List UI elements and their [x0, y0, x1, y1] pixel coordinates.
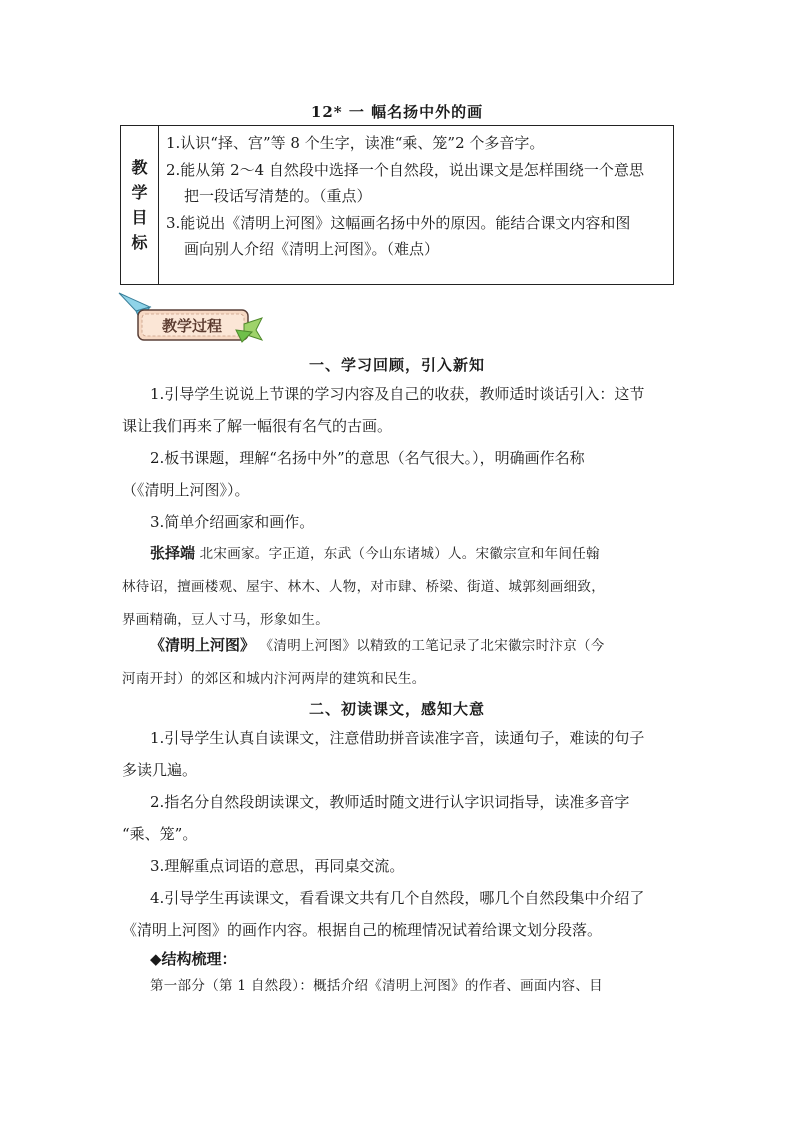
structure-heading: ◆结构梳理：	[150, 950, 237, 968]
paragraph-line: 1.引导学生认真自读课文，注意借助拼音读准字音，读通句子，难读的句子	[150, 729, 645, 747]
painting-name: 《清明上河图》	[150, 636, 256, 654]
section-1-paragraph-1	[122, 378, 682, 442]
paragraph-line: 《清明上河图》以精致的工笔记录了北宋徽宗时汴京（今	[259, 638, 605, 654]
goals-label-char: 学	[131, 183, 148, 202]
goal-item-3: 3.能说出《清明上河图》这幅画名扬中外的原因。能结合课文内容和图	[166, 213, 631, 232]
goal-item-2-continued: 把一段话写清楚的。（重点）	[184, 187, 372, 205]
paragraph-line: “乘、笼”。	[122, 825, 198, 843]
paragraph-line: 北宋画家。字正道，东武（今山东诸城）人。宋徽宗宣和年间任翰	[199, 546, 600, 562]
painting-introduction	[122, 629, 682, 696]
section-2-heading: 二、初读课文，感知大意	[308, 700, 485, 718]
painter-introduction	[122, 537, 682, 637]
teaching-goals-list	[166, 130, 667, 263]
paper-plane-banner-graphic	[116, 290, 266, 346]
goals-label-char: 标	[131, 233, 148, 252]
paragraph-line: 2.板书课题，理解“名扬中外”的意思（名气很大。），明确画作名称	[150, 449, 585, 467]
paragraph-line: 多读几遍。	[122, 761, 198, 779]
paragraph-line: 课让我们再来了解一幅很有名气的古画。	[122, 417, 393, 435]
teaching-goals-label	[121, 126, 159, 284]
paragraph-line: 《清明上河图》的画作内容。根据自己的梳理情况试着给课文划分段落。	[122, 921, 603, 939]
goal-item-1: 1.认识“择、宫”等 8 个生字，读准“乘、笼”2 个多音字。	[166, 134, 545, 152]
teaching-goals-table	[120, 125, 674, 285]
teaching-process-banner	[116, 290, 266, 346]
section-2-paragraph-2	[122, 786, 682, 850]
paragraph-line: 界画精确，豆人寸马，形象如生。	[122, 612, 329, 628]
banner-label: 教学过程	[161, 317, 223, 335]
lesson-title: 12* 一 幅名扬中外的画	[310, 103, 484, 121]
painter-name: 张择端	[150, 544, 196, 562]
goal-item-3-continued: 画向别人介绍《清明上河图》。（难点）	[184, 240, 440, 258]
paragraph-line: 林待诏，擅画楼观、屋宇、林木、人物，对市肆、桥梁、街道、城郭刻画细致，	[122, 579, 605, 595]
paragraph-line: 1.引导学生说说上节课的学习内容及自己的收获，教师适时谈话引入：这节	[150, 385, 645, 403]
section-2-paragraph-4	[122, 882, 682, 946]
paragraph-line: 4.引导学生再读课文，看看课文共有几个自然段，哪几个自然段集中介绍了	[150, 889, 645, 907]
goal-item-2: 2.能从第 2～4 自然段中选择一个自然段，说出课文是怎样围绕一个意思	[166, 160, 644, 179]
paragraph-line: 3.理解重点词语的意思，再同桌交流。	[150, 857, 405, 875]
section-2-paragraph-3	[122, 850, 682, 882]
paragraph-line: 2.指名分自然段朗读课文，教师适时随文进行认字识词指导，读准多音字	[150, 793, 630, 811]
section-1-heading: 一、学习回顾，引入新知	[308, 356, 485, 374]
paragraph-line: 3.简单介绍画家和画作。	[150, 513, 315, 531]
structure-part-1	[122, 970, 682, 1003]
goals-label-char: 教	[131, 158, 148, 177]
paragraph-line: 河南开封）的郊区和城内汴河两岸的建筑和民生。	[122, 671, 426, 687]
paragraph-line: （《清明上河图》）。	[122, 481, 250, 499]
goals-label-char: 目	[131, 208, 148, 227]
section-1-paragraph-2	[122, 442, 682, 506]
paragraph-line: 第一部分（第 1 自然段）：概括介绍《清明上河图》的作者、画面内容、目	[150, 978, 603, 994]
section-1-paragraph-3	[122, 506, 682, 538]
section-2-paragraph-1	[122, 722, 682, 786]
